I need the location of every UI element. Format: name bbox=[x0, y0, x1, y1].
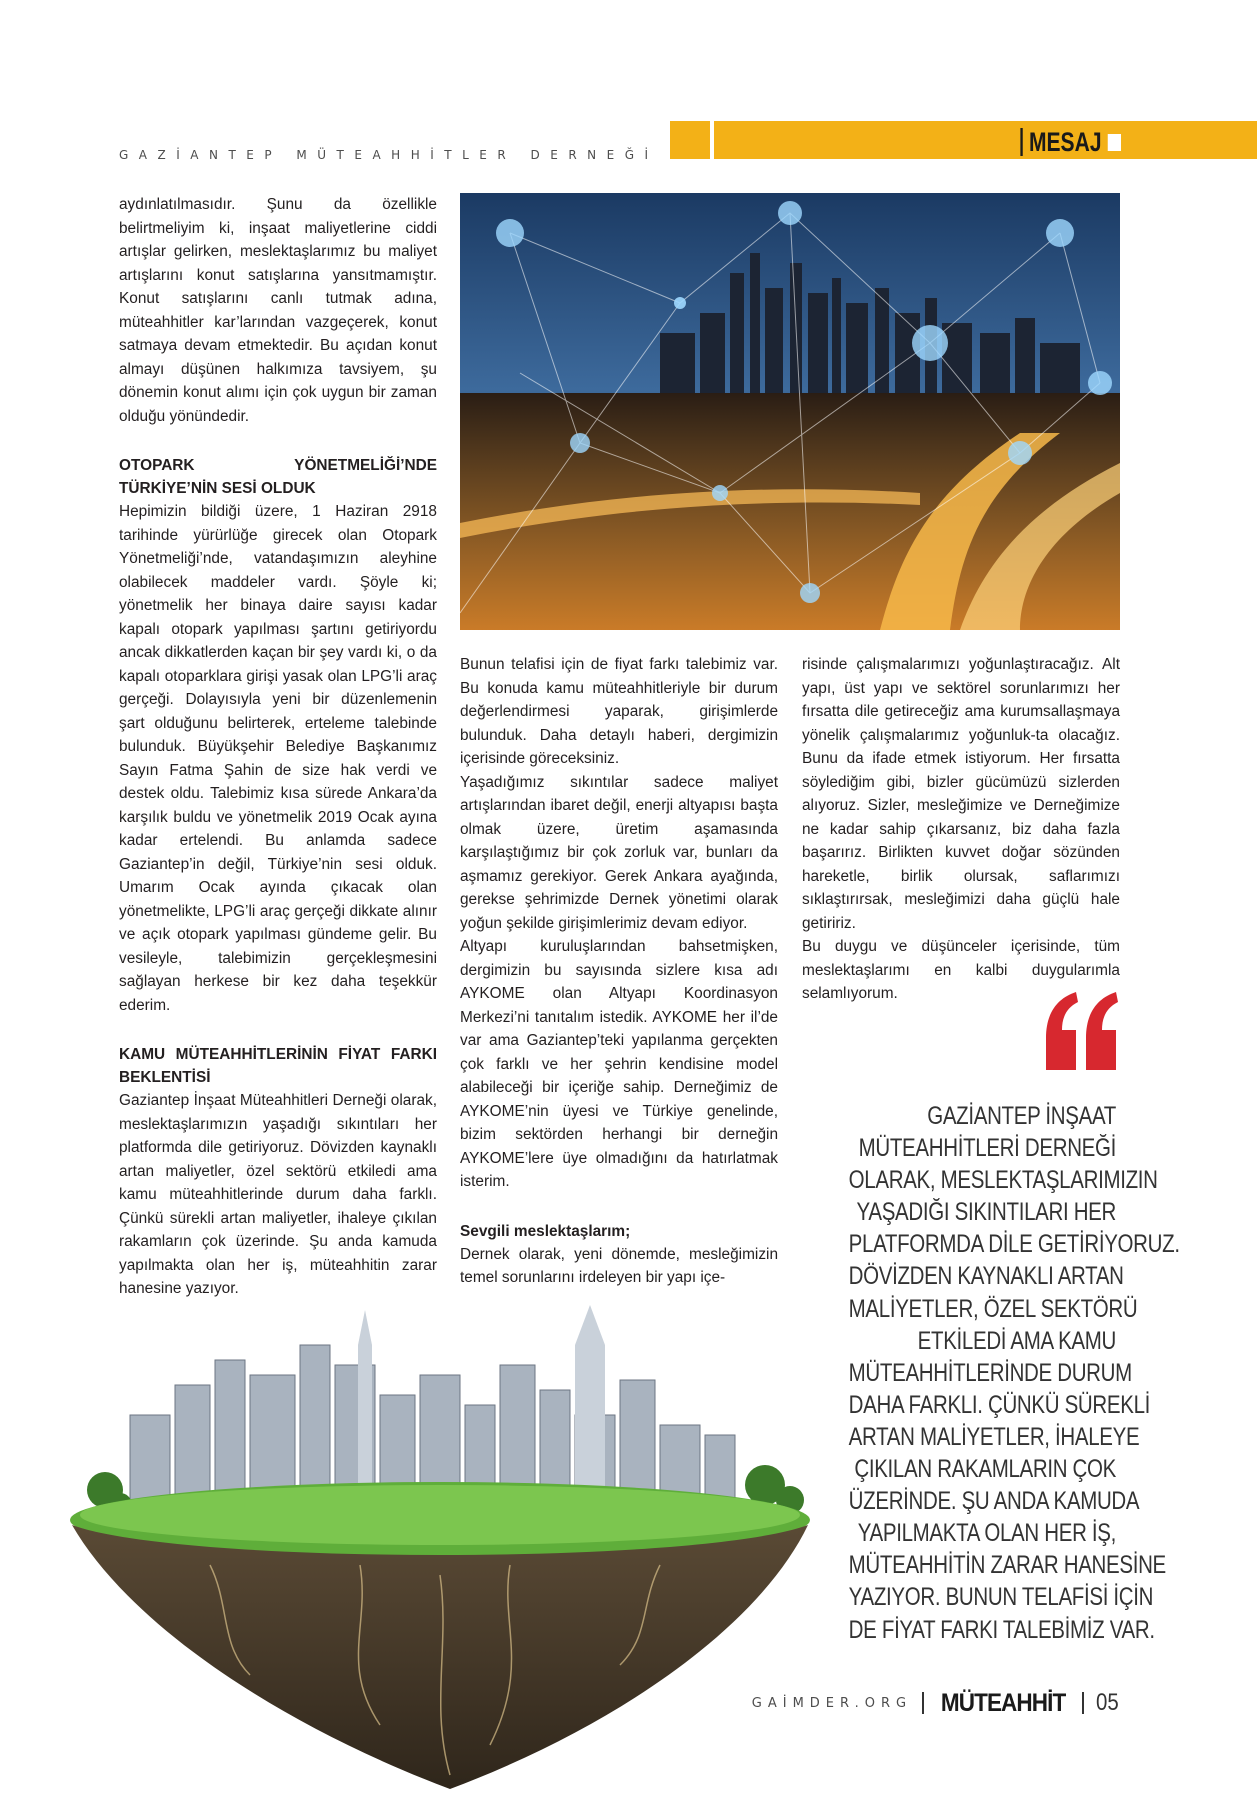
pull-quote-line: ARTAN MALİYETLER, İHALEYE bbox=[848, 1422, 1140, 1451]
section-body-parking: Hepimizin bildiği üzere, 1 Haziran 2918 tarihinde yürürlüğe girecek olan Otopark Yönetmeliği’nde, vatandaşımızın aleyhine olabilecek maddeler vardı. Şöyle ki; yönetmelik her binaya daire sayısı kadar kapalı otopark yapılması şartını getiriyordu ancak dikkatlerden kaçan bir şey vardı ki, o da kapalı otoparklara girişi yasak olan LPG’li araç gerçeği. Dolayısıyla yeni bir düzenlemenin şart olduğunu belirterek, erteleme talebinde bulunduk. Büyükşehir Belediye Başkanımız Sayın Fatma Şahin de size hak verdi ve destek oldu. Talebimiz kısa sürede Ankara’da karşılık buldu ve yönetmelik 2019 Ocak ayına kadar ertelendi. Bu anlamda sadece Gaziantep’in değil, Türkiye’nin sesi olduk. Umarım Ocak ayında çıkacak olan yönetmelikte, LPG’li araç gerçeği dikkate alınır ve açık otopark yapılması gündeme gelir. Bu vesileyle, talebimizin gerçekleşmesini sağlayan herkese bir kez daha teşekkür ederim. bbox=[119, 503, 437, 1014]
pull-quote-line: MÜTEAHHİTLERİ DERNEĞİ bbox=[858, 1134, 1116, 1163]
col3-paragraph-1: risinde çalışmalarımızı yoğunlaştıracağız. Alt yapı, üst yapı ve sektörel sorunlarımızı her fırsatta dile getireceğiz ama kurumsallaşmaya yönelik çalışmalarımız yoğunluk-ta olacağız. Bunu da ifade etmek istiyorum. Her fırsatta söylediğim gibi, bizler gücümüzü sizlerden alıyoruz. Sizler, mesleğimize ve Derneğimize ne kadar sahip çıkarsanız, biz daha fazla başarırız. Birlikten kuvvet doğar sözünden hareketle, birlik olursak, saflarımızı sıklaştırırsak, mesleğimizi daha güçlü hale getiririz. bbox=[802, 656, 1120, 932]
pull-quote-line: ÇIKILAN RAKAMLARIN ÇOK bbox=[854, 1455, 1116, 1484]
pull-quote-line: DAHA FARKLI. ÇÜNKÜ SÜREKLİ bbox=[848, 1390, 1151, 1419]
section-label: MESAJ bbox=[1028, 126, 1102, 157]
footer-site[interactable]: GAİMDER.ORG bbox=[751, 1695, 913, 1711]
col1-paragraph: aydınlatılmasıdır. Şunu da özellikle belirtmeliyim ki, inşaat maliyetlerine ciddi artışlar gelirken, meslektaşlarımız bu maliyet artışlarını konut satışlarına yansıtmamıştır. Konut satışlarını canlı tutmak adına, müteahhitler kar’larından vazgeçerek, konut satmaya devam etmektedir. Bu açıdan konut almayı düşünen halkımıza tavsiyem, şu dönemin konut alımı için çok uygun bir zaman olduğu yönündedir. bbox=[119, 196, 437, 425]
section-heading-colleagues: Sevgili meslektaşlarım; bbox=[460, 1222, 631, 1240]
col3-paragraph-2: Bu duygu ve düşünceler içerisinde, tüm meslektaşlarımı en kalbi duygularımla selamlıyorum. bbox=[802, 938, 1120, 1002]
pull-quote-line: YAŞADIĞI SIKINTILARI HER bbox=[856, 1198, 1116, 1227]
pull-quote-line: MÜTEAHHİTLERİNDE DURUM bbox=[848, 1358, 1132, 1387]
pull-quote-line: GAZİANTEP İNŞAAT bbox=[927, 1102, 1116, 1130]
footer-brand: MÜTEAHHİT bbox=[940, 1688, 1066, 1717]
square-icon bbox=[1108, 134, 1121, 151]
col2-paragraph-1: Bunun telafisi için de fiyat farkı talebimiz var. Bu konuda kamu müteahhitleriyle bir durum değerlendirmesi yaparak, girişimlerde bulunduk. Daha detaylı haberi, dergimizin içerisinde göreceksiniz. bbox=[460, 656, 778, 767]
header-accent-bar bbox=[670, 121, 1257, 159]
column-2 bbox=[460, 653, 778, 1290]
pull-quote-line: ETKİLEDİ AMA KAMU bbox=[917, 1326, 1116, 1355]
pull-quote bbox=[790, 1100, 1180, 1646]
column-3 bbox=[802, 653, 1120, 1006]
footer-divider bbox=[1082, 1692, 1084, 1714]
pull-quote-line: OLARAK, MESLEKTAŞLARIMIZIN bbox=[848, 1166, 1158, 1195]
col2-paragraph-2: Yaşadığımız sıkıntılar sadece maliyet artışlarından ibaret değil, enerji altyapısı başta olmak üzere, üretim aşamasında karşılaştığımız bir çok zorluk var, bunları da aşmamız gerekiyor. Gerek Ankara ayağında, gerekse şehrimizde Dernek yönetimi olarak yoğun şekilde girişimlerimiz devam ediyor. bbox=[460, 773, 778, 932]
section-tag bbox=[1020, 128, 1121, 156]
section-body-colleagues: Dernek olarak, yeni dönemde, mesleğimizin temel sorunlarını irdeleyen bir yapı içe- bbox=[460, 1245, 778, 1286]
pull-quote-line: DÖVİZDEN KAYNAKLI ARTAN bbox=[848, 1262, 1124, 1291]
pull-quote-line: DE FİYAT FARKI TALEBİMİZ VAR. bbox=[848, 1615, 1155, 1644]
pull-quote-line: YAPILMAKTA OLAN HER İŞ, bbox=[857, 1519, 1116, 1548]
pull-quote-line: MALİYETLER, ÖZEL SEKTÖRÜ bbox=[848, 1294, 1138, 1323]
floating-island-illustration bbox=[60, 1305, 820, 1789]
pull-quote-line: PLATFORMDA DİLE GETİRİYORUZ. bbox=[848, 1230, 1180, 1259]
tag-divider bbox=[1020, 128, 1022, 156]
pull-quote-line: ÜZERİNDE. ŞU ANDA KAMUDA bbox=[848, 1487, 1140, 1516]
hero-image bbox=[460, 193, 1120, 630]
footer-divider bbox=[922, 1692, 924, 1714]
page-number: 05 bbox=[1096, 1689, 1119, 1716]
header-association: GAZİANTEP MÜTEAHHİTLER DERNEĞİ bbox=[119, 148, 659, 162]
pull-quote-line: YAZIYOR. BUNUN TELAFİSİ İÇİN bbox=[848, 1583, 1154, 1612]
section-heading-parking: OTOPARK YÖNETMELİĞİ’NDE TÜRKİYE’NİN SESİ OLDUK bbox=[119, 457, 437, 497]
bottom-image bbox=[60, 1305, 820, 1789]
col2-paragraph-3: Altyapı kuruluşlarından bahsetmişken, dergimizin bu sayısında sizlere kısa adı AYKOME olan Altyapı Koordinasyon Merkezi’ni tanıtalım istedik. AYKOME her il’de var ama Gaziantep’teki yapılanma gerçekten çok farklı ve her şehrin kendisine model alabileceği bir içeriğe sahip. Derneğimiz de AYKOME’nin üyesi ve Türkiye genelinde, bizim sektörden herhangi bir derneğin AYKOME’lere üye olmadığını da hatırlatmak isterim. bbox=[460, 938, 778, 1190]
pull-quote-line: MÜTEAHHİTİN ZARAR HANESİNE bbox=[848, 1551, 1166, 1580]
column-1 bbox=[119, 193, 437, 1301]
footer bbox=[752, 1690, 1121, 1716]
section-heading-price-diff: KAMU MÜTEAHHİTLERİNİN FİYAT FARKI BEKLENTİSİ bbox=[119, 1046, 437, 1086]
quote-mark-icon bbox=[1040, 990, 1120, 1075]
section-body-price-diff: Gaziantep İnşaat Müteahhitleri Derneği olarak, meslektaşlarımızın yaşadığı sıkıntıları her platformda dile getiriyoruz. Dövizden kaynaklı artan maliyetler, özel sektörü etkiledi ama kamu müteahhitlerinde durum daha farklı. Çünkü sürekli artan maliyetler, ihaleye çıkılan rakamların çok üzerinde. Şu anda kamuda yapılmakta olan her iş, müteahhitin zarar hanesine yazıyor. bbox=[119, 1092, 437, 1297]
smart-city-illustration bbox=[460, 193, 1120, 630]
